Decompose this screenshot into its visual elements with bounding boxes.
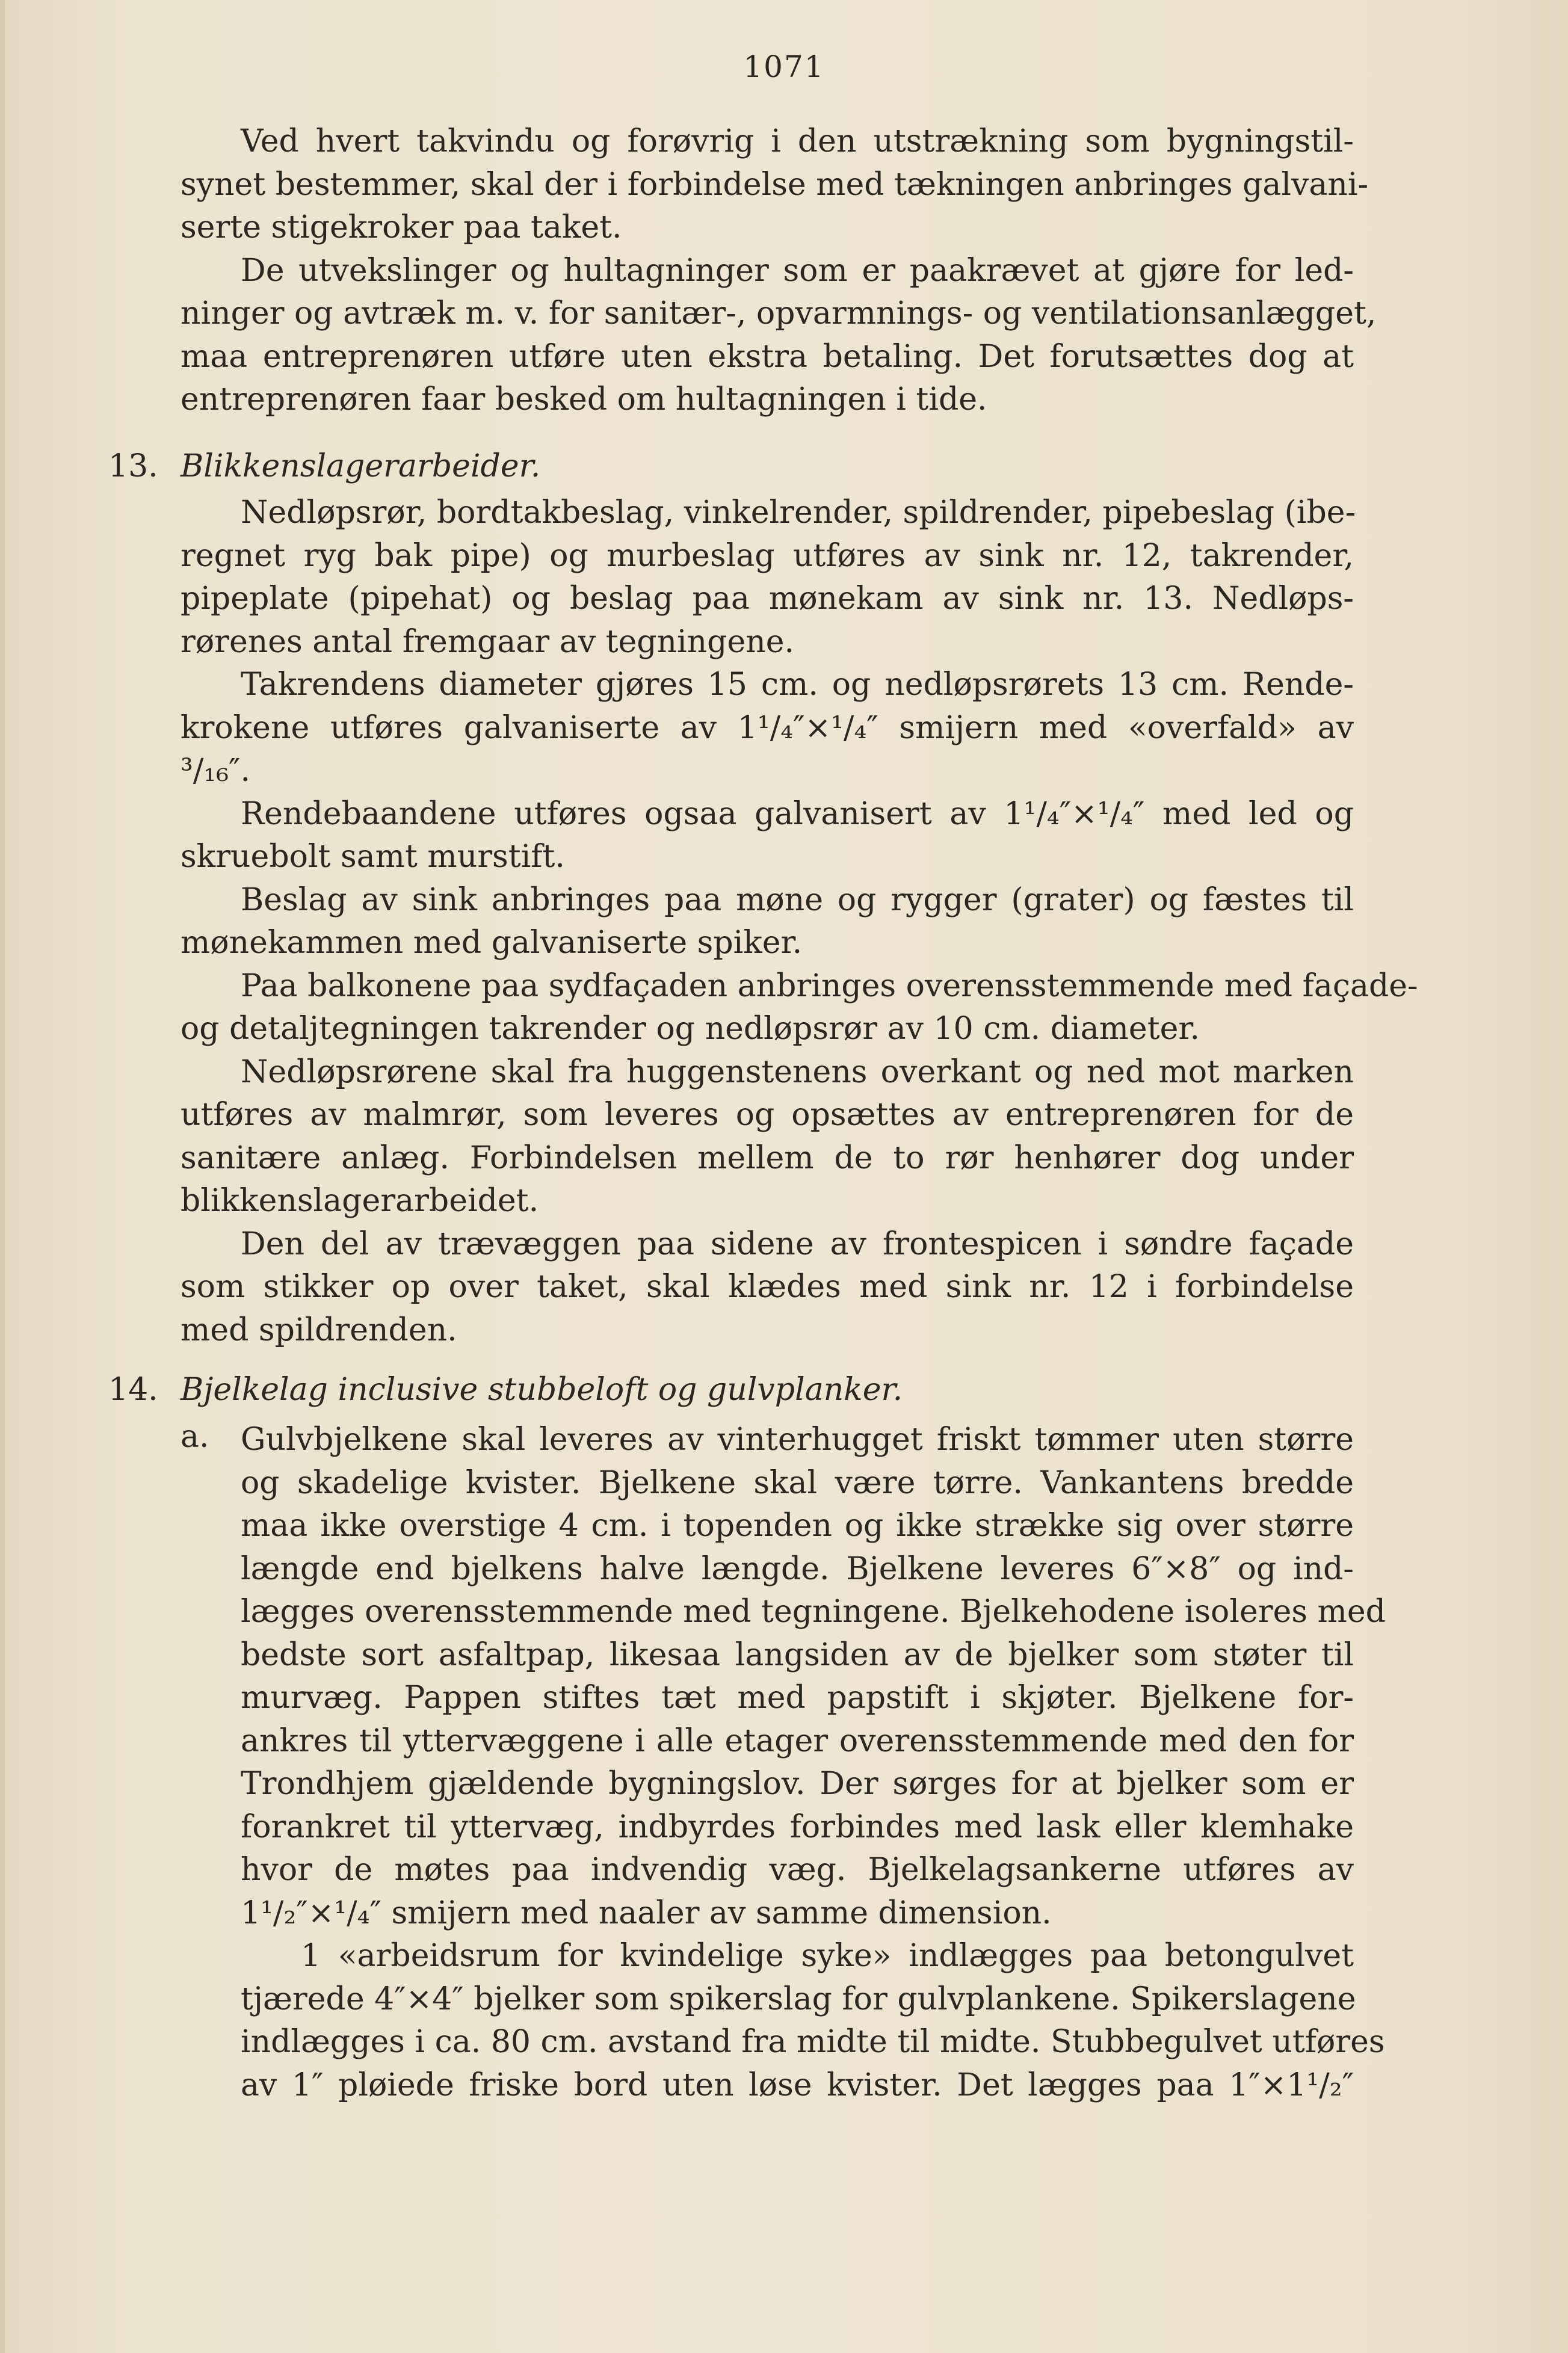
text-line: som stikker op over taket, skal klædes med sink nr. 12 i forbindelse [181,1269,1354,1305]
text-line: synet bestemmer, skal der i forbindelse med tækningen anbringes galvani- [181,166,1369,203]
text-line: indlægges i ca. 80 cm. avstand fra midte til midte. Stubbegulvet utføres [241,2024,1385,2060]
text-line: Paa balkonene paa sydfaçaden anbringes overensstemmende med façade- [241,967,1418,1004]
text-line: Takrendens diameter gjøres 15 cm. og nedløpsrørets 13 cm. Rende- [241,667,1354,703]
text-line: krokene utføres galvaniserte av 1¹/₄″×¹/₄″ smijern med «overfald» av [181,709,1354,746]
text-line: ninger og avtræk m. v. for sanitær-, opvarmnings- og ventilationsanlægget, [181,295,1377,332]
text-line: blikkenslagerarbeidet. [181,1183,539,1219]
text-line: forankret til yttervæg, indbyrdes forbindes med lask eller klemhake [241,1809,1354,1845]
text-line: De utvekslinger og hultagninger som er paakrævet at gjøre for led- [241,252,1354,289]
text-line: maa ikke overstige 4 cm. i topenden og ikke strække sig over større [241,1508,1354,1544]
text-line: Gulvbjelkene skal leveres av vinterhugget friskt tømmer uten større [241,1422,1354,1458]
text-line: mønekammen med galvaniserte spiker. [181,925,803,961]
text-line: lægges overensstemmende med tegningene. Bjelkehodene isoleres med [241,1594,1386,1630]
text-line: og skadelige kvister. Bjelkene skal være tørre. Vankantens bredde [241,1464,1354,1501]
text-line: hvor de møtes paa indvendig væg. Bjelkelagsankerne utføres av [241,1852,1354,1888]
text-line: Nedløpsrør, bordtakbeslag, vinkelrender, spildrender, pipebeslag (ibe- [241,495,1356,531]
section-14-item-a-body [241,1419,1386,2107]
text-line: ³/₁₆″. [181,753,251,789]
text-line: Rendebaandene utføres ogsaa galvanisert av 1¹/₄″×¹/₄″ med led og [241,795,1354,832]
text-line: murvæg. Pappen stiftes tæt med papstift i skjøter. Bjelkene for- [241,1680,1354,1716]
text-line: tjærede 4″×4″ bjelker som spikerslag for gulvplankene. Spikerslagene [241,1981,1356,2017]
text-line: pipeplate (pipehat) og beslag paa mønekam av sink nr. 13. Nedløps- [181,581,1354,617]
text-line: bedste sort asfaltpap, likesaa langsiden av de bjelker som støter til [241,1636,1354,1673]
section-title: Bjelkelag inclusive stubbeloft og gulvplanker. [181,1372,903,1408]
text-line: Den del av trævæggen paa sidene av frontespicen i søndre façade [241,1226,1354,1262]
item-label: a. [181,1419,209,1455]
text-line: Beslag av sink anbringes paa møne og rygger (grater) og fæstes til [241,881,1354,918]
text-line: utføres av malmrør, som leveres og opsættes av entreprenøren for de [181,1097,1354,1133]
text-line: sanitære anlæg. Forbindelsen mellem de to rør henhører dog under [181,1139,1354,1176]
text-line: maa entreprenøren utføre uten ekstra betaling. Det forutsættes dog at [181,338,1354,375]
text-line: serte stigekroker paa taket. [181,209,622,245]
text-line: rørenes antal fremgaar av tegningene. [181,623,795,660]
text-line: Ved hvert takvindu og forøvrig i den utstrækning som bygningstil- [241,123,1354,159]
section-number: 13. [108,448,158,484]
text-line: entreprenøren faar besked om hultagningen i tide. [181,381,987,418]
text-line: og detaljtegningen takrender og nedløpsrør av 10 cm. diameter. [181,1011,1200,1047]
text-line: længde end bjelkens halve længde. Bjelkene leveres 6″×8″ og ind- [241,1550,1354,1587]
section-title: Blikkenslagerarbeider. [181,448,541,484]
text-line: 1 «arbeidsrum for kvindelige syke» indlægges paa betongulvet [301,1938,1354,1974]
text-line: regnet ryg bak pipe) og murbeslag utføres av sink nr. 12, takrender, [181,537,1354,574]
page-number: 1071 [743,49,825,84]
page-edge [0,0,5,2353]
text-line: Trondhjem gjældende bygningslov. Der sørges for at bjelker som er [241,1766,1354,1802]
text-line: skruebolt samt murstift. [181,839,565,875]
text-line: Nedløpsrørene skal fra huggenstenens overkant og ned mot marken [241,1053,1354,1090]
section-number: 14. [108,1372,158,1408]
text-line: av 1″ pløiede friske bord uten løse kvister. Det lægges paa 1″×1¹/₂″ [241,2067,1354,2103]
text-line: 1¹/₂″×¹/₄″ smijern med naaler av samme dimension. [241,1895,1052,1931]
text-line: med spildrenden. [181,1312,457,1348]
intro-text [181,120,1377,422]
section-13-body [181,492,1418,1352]
text-line: ankres til yttervæggene i alle etager overensstemmende med den for [241,1722,1354,1759]
